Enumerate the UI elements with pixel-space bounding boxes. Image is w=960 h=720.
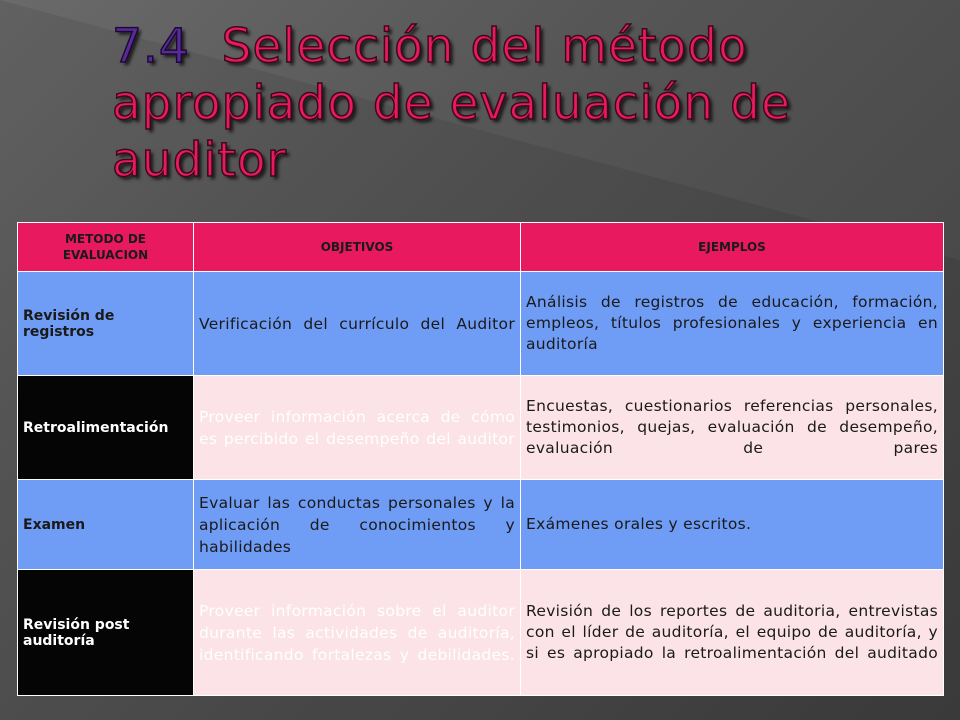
title-number: 7.4 bbox=[112, 19, 190, 74]
slide-title bbox=[112, 18, 932, 189]
examples-cell: Revisión de los reportes de auditoria, entrevistas con el líder de auditoría, el equipo de auditoría, y si es apropiado la retroalimentación del auditado bbox=[521, 570, 944, 696]
table-row bbox=[18, 570, 944, 696]
objective-cell: Proveer información sobre el auditor durante las actividades de auditoría, identificando fortalezas y debilidades. bbox=[194, 570, 521, 696]
method-cell: Retroalimentación bbox=[18, 376, 194, 480]
table-header-row bbox=[18, 223, 944, 272]
examples-cell: Exámenes orales y escritos. bbox=[521, 480, 944, 570]
evaluation-methods-table bbox=[17, 222, 944, 696]
examples-cell: Encuestas, cuestionarios referencias personales, testimonios, quejas, evaluación de desempeño, evaluación de pares bbox=[521, 376, 944, 480]
method-cell: Revisión de registros bbox=[18, 272, 194, 376]
header-method: METODO DE EVALUACION bbox=[18, 223, 194, 272]
objective-cell: Verificación del currículo del Auditor bbox=[194, 272, 521, 376]
table-row bbox=[18, 376, 944, 480]
objective-cell: Proveer información acerca de cómo es percibido el desempeño del auditor bbox=[194, 376, 521, 480]
method-cell: Revisión post auditoría bbox=[18, 570, 194, 696]
objective-cell: Evaluar las conductas personales y la aplicación de conocimientos y habilidades bbox=[194, 480, 521, 570]
examples-cell: Análisis de registros de educación, formación, empleos, títulos profesionales y experiencia en auditoría bbox=[521, 272, 944, 376]
table-row bbox=[18, 480, 944, 570]
header-objectives: OBJETIVOS bbox=[194, 223, 521, 272]
header-examples: EJEMPLOS bbox=[521, 223, 944, 272]
table-row bbox=[18, 272, 944, 376]
title-text: Selección del método apropiado de evaluación de auditor bbox=[112, 19, 791, 188]
method-cell: Examen bbox=[18, 480, 194, 570]
